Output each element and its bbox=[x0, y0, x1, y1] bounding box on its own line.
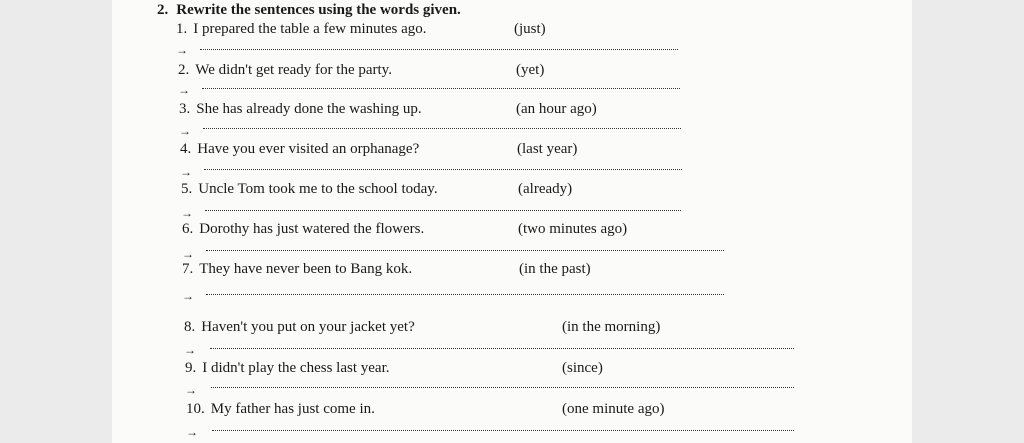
item-number: 1. bbox=[176, 21, 188, 37]
item-hint: (last year) bbox=[517, 141, 578, 157]
exercise-item-3 bbox=[112, 101, 912, 141]
item-hint: (in the morning) bbox=[562, 319, 661, 335]
item-number: 3. bbox=[179, 101, 191, 117]
worksheet-page bbox=[112, 0, 912, 443]
item-number: 9. bbox=[185, 360, 197, 376]
item-hint: (one minute ago) bbox=[562, 401, 665, 417]
exercise-item-4 bbox=[112, 141, 912, 181]
item-number: 2. bbox=[178, 62, 190, 78]
item-text: I didn't play the chess last year. bbox=[202, 360, 390, 376]
item-text: Haven't you put on your jacket yet? bbox=[201, 319, 415, 335]
item-number: 8. bbox=[184, 319, 196, 335]
answer-line[interactable] bbox=[206, 250, 724, 251]
item-text: My father has just come in. bbox=[210, 401, 375, 417]
exercise-item-1 bbox=[112, 21, 912, 61]
arrow-icon: → bbox=[180, 165, 192, 179]
answer-line[interactable] bbox=[210, 348, 794, 349]
item-hint: (just) bbox=[514, 21, 546, 37]
item-hint: (since) bbox=[562, 360, 603, 376]
arrow-icon: → bbox=[184, 343, 196, 357]
item-text: Have you ever visited an orphanage? bbox=[197, 141, 420, 157]
arrow-icon: → bbox=[179, 124, 191, 138]
arrow-icon: → bbox=[178, 83, 190, 97]
item-hint: (an hour ago) bbox=[516, 101, 597, 117]
answer-line[interactable] bbox=[205, 210, 681, 211]
exercise-item-7 bbox=[112, 261, 912, 301]
item-sentence bbox=[180, 141, 419, 158]
answer-line[interactable] bbox=[211, 387, 794, 388]
answer-line[interactable] bbox=[206, 294, 724, 295]
item-hint: (yet) bbox=[516, 62, 545, 78]
item-sentence bbox=[182, 221, 424, 238]
answer-line[interactable] bbox=[204, 169, 682, 170]
item-sentence bbox=[182, 261, 412, 278]
item-text: Dorothy has just watered the flowers. bbox=[199, 221, 425, 237]
exercise-title: Rewrite the sentences using the words given. bbox=[176, 2, 461, 18]
exercise-item-8 bbox=[112, 319, 912, 359]
arrow-icon: → bbox=[182, 247, 194, 261]
answer-line[interactable] bbox=[203, 128, 681, 129]
arrow-icon: → bbox=[182, 289, 194, 303]
exercise-item-2 bbox=[112, 62, 912, 102]
answer-line[interactable] bbox=[212, 430, 794, 431]
item-text: I prepared the table a few minutes ago. bbox=[193, 21, 427, 37]
exercise-item-10 bbox=[112, 401, 912, 441]
exercise-item-5 bbox=[112, 181, 912, 221]
item-text: She has already done the washing up. bbox=[196, 101, 422, 117]
exercise-item-6 bbox=[112, 221, 912, 261]
item-text: Uncle Tom took me to the school today. bbox=[198, 181, 438, 197]
exercise-heading bbox=[157, 2, 461, 19]
item-text: We didn't get ready for the party. bbox=[195, 62, 392, 78]
arrow-icon: → bbox=[185, 383, 197, 397]
item-number: 7. bbox=[182, 261, 194, 277]
arrow-icon: → bbox=[186, 425, 198, 439]
item-sentence bbox=[185, 360, 390, 377]
answer-line[interactable] bbox=[202, 88, 680, 89]
item-sentence bbox=[186, 401, 375, 418]
answer-line[interactable] bbox=[200, 49, 678, 50]
item-sentence bbox=[176, 21, 426, 38]
item-number: 5. bbox=[181, 181, 193, 197]
arrow-icon: → bbox=[176, 43, 188, 57]
arrow-icon: → bbox=[181, 206, 193, 220]
item-sentence bbox=[181, 181, 438, 198]
item-sentence bbox=[178, 62, 392, 79]
item-sentence bbox=[179, 101, 422, 118]
item-text: They have never been to Bang kok. bbox=[199, 261, 413, 277]
exercise-item-9 bbox=[112, 360, 912, 400]
item-hint: (two minutes ago) bbox=[518, 221, 628, 237]
exercise-number: 2. bbox=[157, 2, 169, 18]
item-number: 6. bbox=[182, 221, 194, 237]
item-number: 10. bbox=[186, 401, 205, 417]
item-hint: (already) bbox=[518, 181, 573, 197]
item-number: 4. bbox=[180, 141, 192, 157]
item-hint: (in the past) bbox=[519, 261, 591, 277]
item-sentence bbox=[184, 319, 415, 336]
